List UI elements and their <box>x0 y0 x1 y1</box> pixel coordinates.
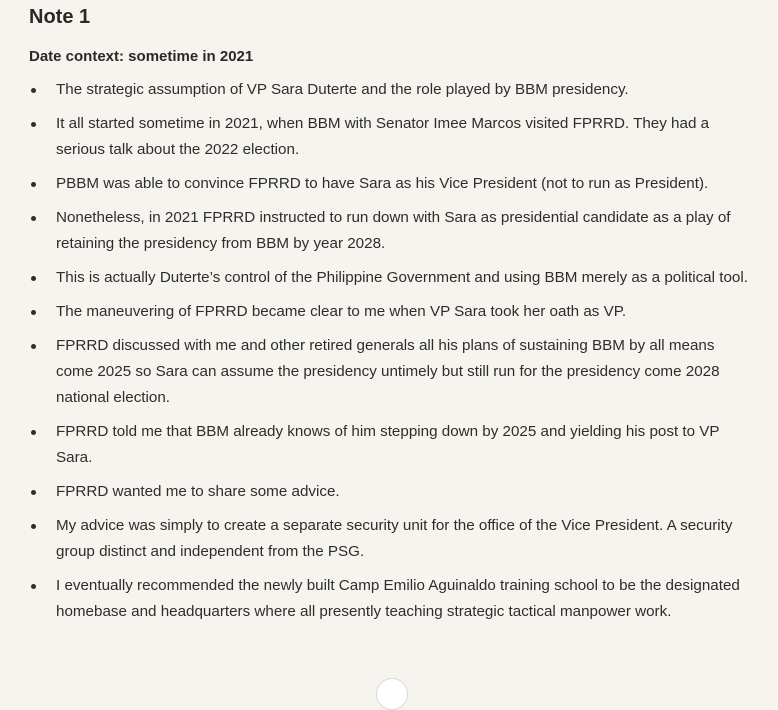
list-item: The strategic assumption of VP Sara Duterte and the role played by BBM presidency. <box>29 77 748 103</box>
list-item: I eventually recommended the newly built Camp Emilio Aguinaldo training school to be the designated homebase and headquarters where all presently teaching strategic tactical manpower work. <box>29 573 748 625</box>
scroll-down-button[interactable] <box>376 678 408 710</box>
list-item: This is actually Duterte’s control of the Philippine Government and using BBM merely as a political tool. <box>29 265 748 291</box>
list-item: Nonetheless, in 2021 FPRRD instructed to run down with Sara as presidential candidate as a play of retaining the presidency from BBM by year 2028. <box>29 205 748 257</box>
date-context-heading: Date context: sometime in 2021 <box>29 48 254 65</box>
list-item: FPRRD wanted me to share some advice. <box>29 479 748 505</box>
list-item: FPRRD told me that BBM already knows of him stepping down by 2025 and yielding his post to VP Sara. <box>29 419 748 471</box>
note-bullet-list <box>29 77 748 625</box>
list-item: It all started sometime in 2021, when BBM with Senator Imee Marcos visited FPRRD. They had a serious talk about the 2022 election. <box>29 111 748 163</box>
note-title: Note 1 <box>29 6 91 28</box>
list-item: PBBM was able to convince FPRRD to have Sara as his Vice President (not to run as President). <box>29 171 748 197</box>
list-item: My advice was simply to create a separate security unit for the office of the Vice President. A security group distinct and independent from the PSG. <box>29 513 748 565</box>
list-item: FPRRD discussed with me and other retired generals all his plans of sustaining BBM by all means come 2025 so Sara can assume the presidency untimely but still run for the presidency come 2028 national election. <box>29 333 748 411</box>
list-item: The maneuvering of FPRRD became clear to me when VP Sara took her oath as VP. <box>29 299 748 325</box>
